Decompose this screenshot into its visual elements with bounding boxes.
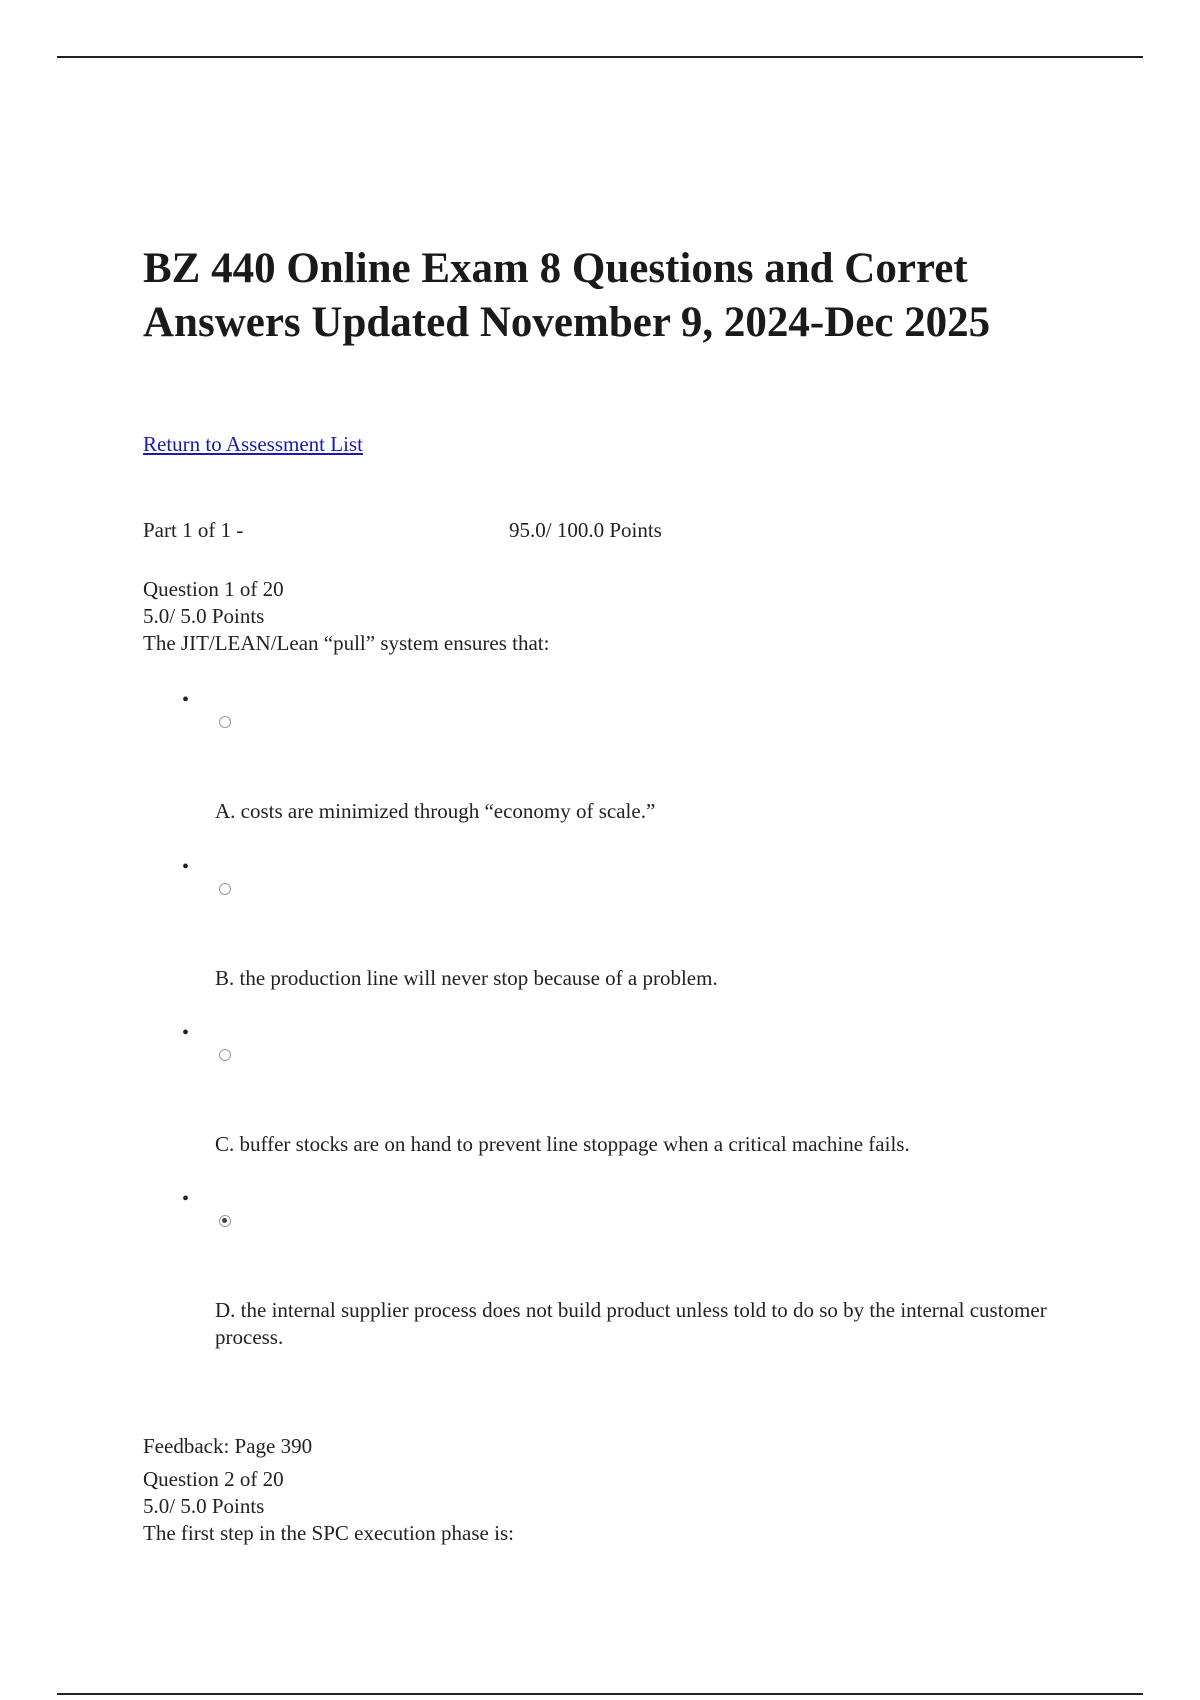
option-d-radio[interactable] xyxy=(219,1215,231,1227)
part-points: 95.0/ 100.0 Points xyxy=(509,518,662,542)
option-b-radio[interactable] xyxy=(219,883,231,895)
question-prompt: The first step in the SPC execution phase is: xyxy=(143,1521,514,1545)
page-title: BZ 440 Online Exam 8 Questions and Corret Answers Updated November 9, 2024-Dec 2025 xyxy=(143,245,991,346)
return-to-assessment-list-link[interactable]: Return to Assessment List xyxy=(143,432,363,456)
question-number: Question 1 of 20 xyxy=(143,577,284,601)
question-points: 5.0/ 5.0 Points xyxy=(143,604,265,628)
option-a-radio[interactable] xyxy=(219,716,231,728)
part-summary xyxy=(143,518,1073,548)
question-1-feedback: Feedback: Page 390 xyxy=(143,1434,313,1458)
option-b-text: B. the production line will never stop because of a problem. xyxy=(215,966,718,990)
part-label: Part 1 of 1 - xyxy=(143,518,244,542)
bottom-rule xyxy=(57,1693,1143,1695)
question-prompt: The JIT/LEAN/Lean “pull” system ensures that: xyxy=(143,631,550,655)
bullet-icon: • xyxy=(182,856,190,878)
question-2 xyxy=(143,1466,1073,1547)
question-number: Question 2 of 20 xyxy=(143,1467,284,1491)
question-1 xyxy=(143,576,1073,657)
option-a-text: A. costs are minimized through “economy of scale.” xyxy=(215,799,656,823)
bullet-icon: • xyxy=(182,689,190,711)
option-c-text: C. buffer stocks are on hand to prevent line stoppage when a critical machine fails. xyxy=(215,1132,910,1156)
option-c-radio[interactable] xyxy=(219,1049,231,1061)
top-rule xyxy=(57,56,1143,58)
bullet-icon: • xyxy=(182,1022,190,1044)
option-d-text: D. the internal supplier process does not build product unless told to do so by the internal customer process. xyxy=(215,1298,1047,1349)
bullet-icon: • xyxy=(182,1188,190,1210)
question-points: 5.0/ 5.0 Points xyxy=(143,1494,265,1518)
